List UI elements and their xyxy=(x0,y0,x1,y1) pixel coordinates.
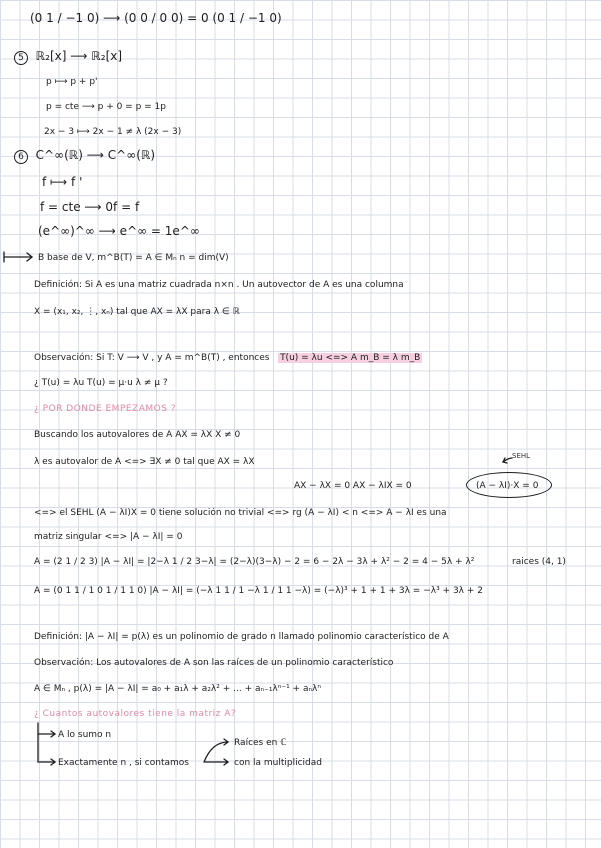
item-number-badge: 6 xyxy=(14,150,28,164)
observation-text: Observación: Si T: V ⟶ V , y A = m^B(T) , entonces xyxy=(34,353,270,363)
item-6-line xyxy=(14,149,155,164)
column-vector-line: X = (x₁, x₂, ⋮, xₙ) tal que AX = λX para λ ∈ ℝ xyxy=(34,307,240,317)
derivative-map-line: p ⟼ p + p' xyxy=(46,77,98,87)
roots-in-complex: Raíces en ℂ xyxy=(234,738,287,748)
roots-annotation: raices (4, 1) xyxy=(512,557,566,567)
smooth-functions-map: C^∞(ℝ) ⟶ C^∞(ℝ) xyxy=(35,148,156,162)
item-number-badge: 5 xyxy=(14,51,28,65)
circled-equation: (A − λI)·X = 0 xyxy=(476,481,539,491)
example-2x2-line: A = (2 1 / 2 3) |A − λI| = |2−λ 1 / 2 3−λ| = (2−λ)(3−λ) − 2 = 6 − 2λ − 3λ + λ² − 2 = 4 − 5λ + λ² xyxy=(34,557,475,567)
polynomial-expansion-line: A ∈ Mₙ , p(λ) = |A − λI| = a₀ + a₁λ + a₂λ² + ... + aₙ₋₁λⁿ⁻¹ + aₙλⁿ xyxy=(34,684,321,694)
basis-line: B base de V, m^B(T) = A ∈ Mₙ n = dim(V) xyxy=(38,253,229,263)
definition-characteristic-polynomial: Definición: |A − λI| = p(λ) es un polinomio de grado n llamado polinomio característico de A xyxy=(34,632,449,642)
observation-roots: Observación: Los autovalores de A son las raíces de un polinomio característico xyxy=(34,658,394,668)
example-3x3-line: A = (0 1 1 / 1 0 1 / 1 1 0) |A − λI| = (−λ 1 1 / 1 −λ 1 / 1 1 −λ) = (−λ)³ + 1 + 1 + 3λ = −λ³ + 3λ + 2 xyxy=(34,586,483,596)
singular-matrix-line: matriz singular <=> |A − λI| = 0 xyxy=(34,532,183,542)
with-multiplicity: con la multiplicidad xyxy=(234,758,323,768)
section-heading-start: ¿ POR DONDE EMPEZAMOS ? xyxy=(34,404,177,414)
at-most-n: A lo sumo n xyxy=(58,730,112,740)
constant-case-line: p = cte ⟶ p + 0 = p = 1p xyxy=(46,102,166,112)
sehl-label: SEHL xyxy=(512,452,531,460)
question-how-many-eigenvalues: ¿ Cuantos autovalores tiene la matriz A? xyxy=(34,709,237,719)
question-distinct-eigenvalues: ¿ T(u) = λu T(u) = μ·u λ ≠ μ ? xyxy=(34,378,168,388)
matrix-map-line: (0 1 / −1 0) ⟶ (0 0 / 0 0) = 0 (0 1 / −1 0) xyxy=(30,11,282,25)
rearranged-equation-line: AX − λX = 0 AX − λIX = 0 xyxy=(294,481,412,491)
function-derivative-line: f ⟼ f ' xyxy=(42,175,83,189)
polynomial-map: ℝ₂[x] ⟶ ℝ₂[x] xyxy=(35,49,123,63)
searching-eigenvalues-line: Buscando los autovalores de A AX = λX X ≠ 0 xyxy=(34,430,241,440)
exponential-line: (e^∞)^∞ ⟶ e^∞ = 1e^∞ xyxy=(38,224,200,238)
item-5-line xyxy=(14,50,122,65)
eigenvalue-condition-line: λ es autovalor de A <=> ∃X ≠ 0 tal que AX = λX xyxy=(34,457,255,467)
definition-autovector: Definición: Si A es una matriz cuadrada n×n . Un autovector de A es una columna xyxy=(34,280,404,290)
observation-line xyxy=(34,352,422,364)
linear-case-line: 2x − 3 ⟼ 2x − 1 ≠ λ (2x − 3) xyxy=(44,127,182,137)
exactly-n-line: Exactamente n , si contamos xyxy=(58,758,189,768)
nontrivial-solution-line: <=> el SEHL (A − λI)X = 0 tiene solución no trivial <=> rg (A − λI) < n <=> A − λI es una xyxy=(34,508,447,518)
highlighted-equivalence: T(u) = λu <=> A m_B = λ m_B xyxy=(280,353,421,363)
constant-function-line: f = cte ⟶ 0f = f xyxy=(40,200,140,214)
